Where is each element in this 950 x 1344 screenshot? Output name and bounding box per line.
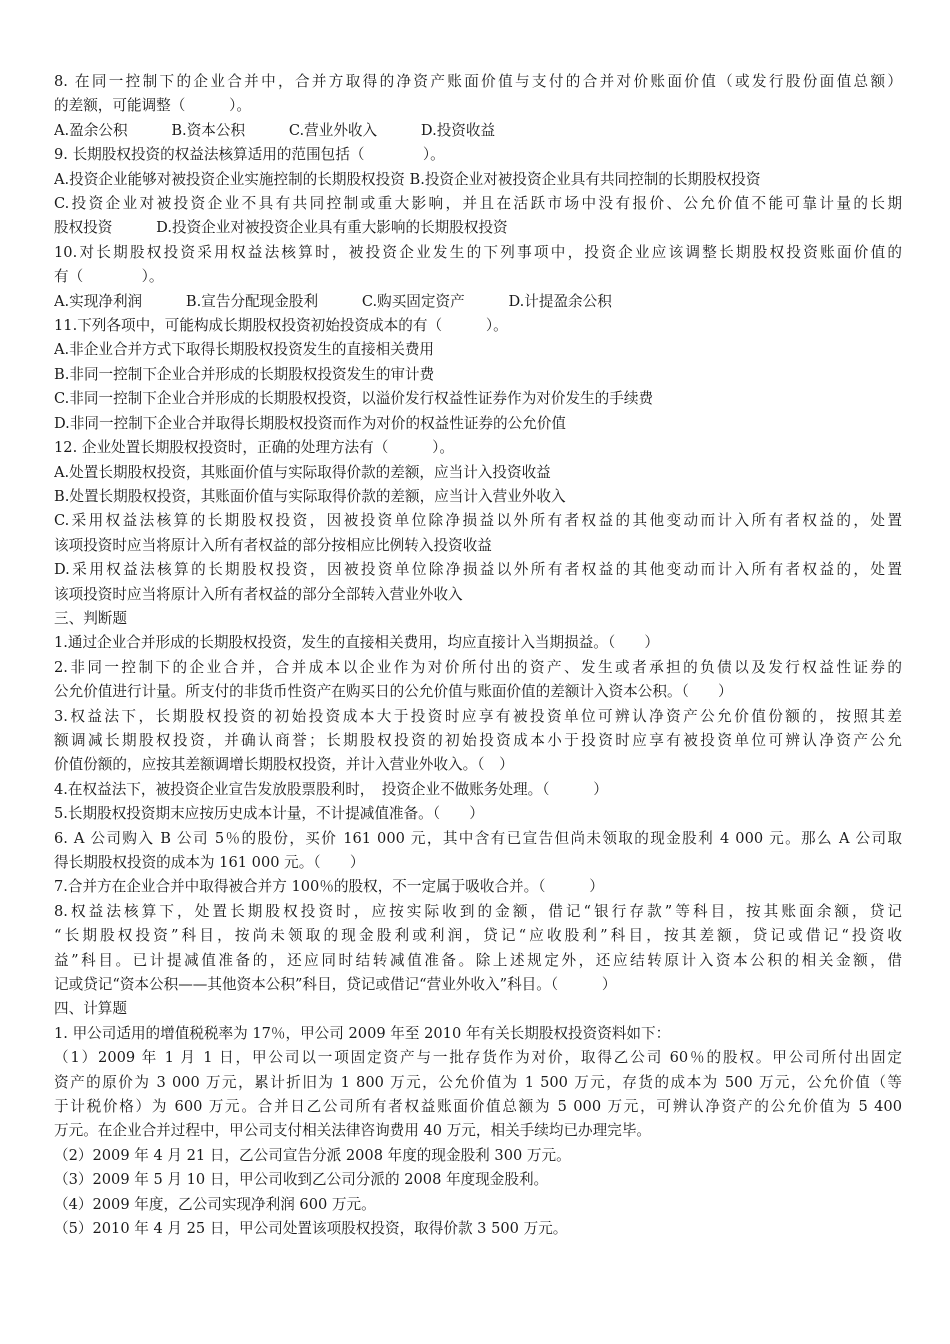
judgement-8-line-4: 记或贷记“资本公积——其他资本公积”科目，贷记或借记“营业外收入”科目。（ ） — [54, 976, 617, 994]
q11-option-b: B.非同一控制下企业合并形成的长期股权投资发生的审计费 — [54, 365, 435, 383]
judgement-3-line-1: 3.权益法下，长期股权投资的初始投资成本大于投资时应享有被投资单位可辨认净资产公允价值份额的，按照其差 — [54, 707, 902, 725]
judgement-6-line-2: 得长期股权投资的成本为 161 000 元。（ ） — [54, 854, 365, 871]
q12-option-a: A.处置长期股权投资，其账面价值与实际取得价款的差额，应当计入投资收益 — [54, 463, 551, 481]
judgement-7: 7.合并方在企业合并中取得被合并方 100％的股权，不一定属于吸收合并。（ ） — [54, 878, 604, 896]
q10-options: A.实现净利润 B.宣告分配现金股利 C.购买固定资产 D.计提盈余公积 — [54, 292, 612, 310]
q10-stem-line-2: 有（ ）。 — [54, 268, 164, 286]
q12-option-c-line-2: 该项投资时应当将原计入所有者权益的部分按相应比例转入投资收益 — [54, 536, 492, 554]
q11-stem: 11.下列各项中，可能构成长期股权投资初始投资成本的有（ ）。 — [54, 317, 508, 335]
q11-option-a: A.非企业合并方式下取得长期股权投资发生的直接相关费用 — [54, 341, 435, 359]
judgement-5: 5.长期股权投资期末应按历史成本计量，不计提减值准备。（ ） — [54, 805, 484, 823]
q12-option-c-line-1: C.采用权益法核算的长期股权投资，因被投资单位除净损益以外所有者权益的其他变动而计入所有者权益的，处置 — [54, 512, 902, 530]
q10-stem-line-1: 10.对长期股权投资采用权益法核算时，被投资企业发生的下列事项中，投资企业应该调整长期股权投资账面价值的 — [54, 243, 902, 261]
problem-1-intro: 1. 甲公司适用的增值税税率为 17％，甲公司 2009 年至 2010 年有关长期股权投资资料如下： — [54, 1024, 671, 1042]
judgement-6-line-1: 6. A 公司购入 B 公司 5％的股份，买价 161 000 元，其中含有已宣告但尚未领取的现金股利 4 000 元。那么 A 公司取 — [54, 829, 902, 847]
judgement-4: 4.在权益法下，被投资企业宣告发放股票股利时， 投资企业不做账务处理。（ ） — [54, 780, 608, 798]
problem-1-item-3: （3）2009 年 5 月 10 日，甲公司收到乙公司分派的 2008 年度现金股利。 — [54, 1171, 549, 1189]
problem-1-item-1-line-2: 资产的原价为 3 000 万元，累计折旧为 1 800 万元，公允价值为 1 500 万元，存货的成本为 500 万元，公允价值（等 — [54, 1073, 902, 1091]
q12-stem: 12. 企业处置长期股权投资时，正确的处理方法有（ ）。 — [54, 439, 454, 457]
judgement-8-line-3: 益”科目。已计提减值准备的，还应同时结转减值准备。除上述规定外，还应结转原计入资本公积的相关金额，借 — [54, 951, 902, 969]
q12-option-b: B.处置长期股权投资，其账面价值与实际取得价款的差额，应当计入营业外收入 — [54, 487, 566, 505]
q12-option-d-line-1: D.采用权益法核算的长期股权投资，因被投资单位除净损益以外所有者权益的其他变动而计入所有者权益的，处置 — [54, 561, 902, 579]
section-3-heading: 三、判断题 — [54, 609, 127, 627]
judgement-2-line-2: 公允价值进行计量。所支付的非货币性资产在购买日的公允价值与账面价值的差额计入资本公积。（ ） — [54, 683, 733, 701]
judgement-1: 1.通过企业合并形成的长期股权投资，发生的直接相关费用，均应直接计入当期损益。（ ） — [54, 634, 659, 652]
q9-options-ab: A.投资企业能够对被投资企业实施控制的长期股权投资 B.投资企业对被投资企业具有共同控制的长期股权投资 — [54, 170, 761, 188]
judgement-3-line-2: 额调减长期股权投资，并确认商誉；长期股权投资的初始投资成本小于投资时应享有被投资单位可辨认净资产公允 — [54, 731, 902, 749]
q9-option-c-line-2: 股权投资 D.投资企业对被投资企业具有重大影响的长期股权投资 — [54, 219, 508, 237]
q9-stem: 9. 长期股权投资的权益法核算适用的范围包括（ ）。 — [54, 146, 445, 164]
problem-1-item-2: （2）2009 年 4 月 21 日，乙公司宣告分派 2008 年度的现金股利 300 万元。 — [54, 1146, 571, 1164]
q12-option-d-line-2: 该项投资时应当将原计入所有者权益的部分全部转入营业外收入 — [54, 585, 463, 603]
problem-1-item-4: （4）2009 年度，乙公司实现净利润 600 万元。 — [54, 1195, 376, 1213]
q11-option-c: C.非同一控制下企业合并形成的长期股权投资，以溢价发行权益性证券作为对价发生的手续费 — [54, 390, 654, 408]
q9-option-c-line-1: C.投资企业对被投资企业不具有共同控制或重大影响，并且在活跃市场中没有报价、公允价值不能可靠计量的长期 — [54, 195, 902, 213]
problem-1-item-1-line-3: 于计税价格）为 600 万元。合并日乙公司所有者权益账面价值总额为 5 000 万元，可辨认净资产的公允价值为 5 400 — [54, 1098, 902, 1116]
judgement-8-line-1: 8.权益法核算下，处置长期股权投资时，应按实际收到的金额，借记“银行存款”等科目，按其账面余额，贷记 — [54, 902, 902, 920]
judgement-3-line-3: 价值份额的，应按其差额调增长期股权投资，并计入营业外收入。（ ） — [54, 756, 514, 774]
q8-options: A.盈余公积 B.资本公积 C.营业外收入 D.投资收益 — [54, 121, 496, 139]
q11-option-d: D.非同一控制下企业合并取得长期股权投资而作为对价的权益性证券的公允价值 — [54, 414, 567, 432]
problem-1-item-1-line-4: 万元。在企业合并过程中，甲公司支付相关法律咨询费用 40 万元，相关手续均已办理完毕。 — [54, 1122, 652, 1140]
problem-1-item-1-line-1: （1）2009 年 1 月 1 日，甲公司以一项固定资产与一批存货作为对价，取得乙公司 60％的股权。甲公司所付出固定 — [54, 1049, 902, 1067]
problem-1-item-5: （5）2010 年 4 月 25 日，甲公司处置该项股权投资，取得价款 3 500 万元。 — [54, 1220, 568, 1238]
judgement-8-line-2: “长期股权投资”科目，按尚未领取的现金股利或利润，贷记“应收股利”科目，按其差额，贷记或借记“投资收 — [54, 927, 902, 945]
q8-stem-line-2: 的差额，可能调整（ ）。 — [54, 97, 252, 115]
judgement-2-line-1: 2.非同一控制下的企业合并，合并成本以企业作为对价所付出的资产、发生或者承担的负债以及发行权益性证券的 — [54, 658, 902, 676]
section-4-heading: 四、计算题 — [54, 1000, 127, 1018]
q8-stem-line-1: 8. 在同一控制下的企业合并中，合并方取得的净资产账面价值与支付的合并对价账面价值（或发行股份面值总额） — [54, 73, 902, 90]
document-page — [54, 70, 902, 1242]
